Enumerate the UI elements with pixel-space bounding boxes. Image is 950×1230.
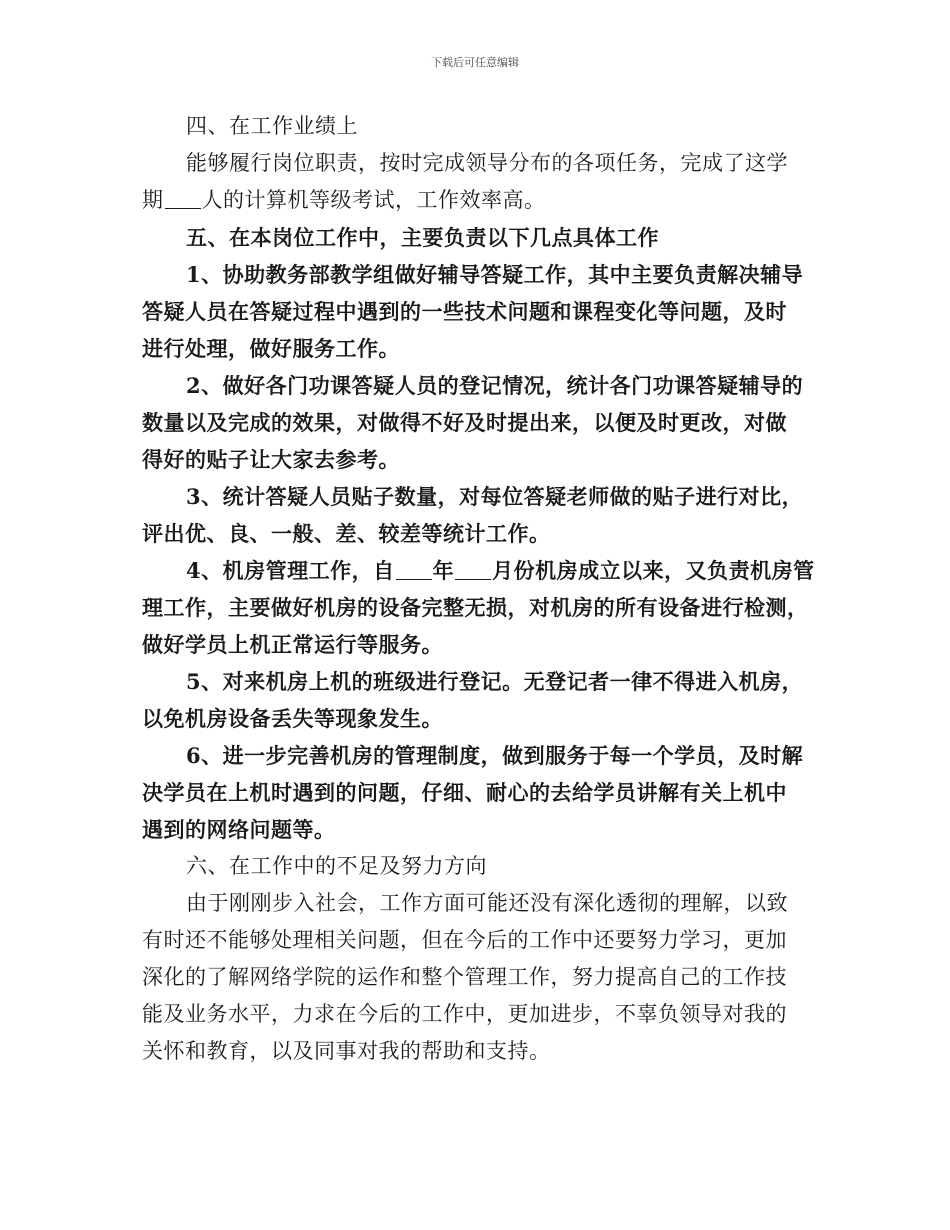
text-fragment: 人的计算机等级考试，工作效率高。 xyxy=(201,188,546,212)
item-5-line: 以免机房设备丢失等现象发生。 xyxy=(142,706,443,731)
item-4-line xyxy=(142,552,815,589)
text-fragment: 年 xyxy=(432,558,455,583)
item-3-line: 3、统计答疑人员贴子数量，对每位答疑老师做的贴子进行对比， xyxy=(186,484,804,509)
item-1-line: 1、协助教务部教学组做好辅导答疑工作，其中主要负责解决辅导 xyxy=(186,262,804,287)
section-6-paragraph-line: 由于刚刚步入社会，工作方面可能还没有深化透彻的理解，以致 xyxy=(186,891,788,915)
item-6-line: 决学员在上机时遇到的问题，仔细、耐心的去给学员讲解有关上机中 xyxy=(142,780,787,805)
text-fragment: 4、机房管理工作，自 xyxy=(186,558,395,583)
fill-in-blank xyxy=(396,561,432,580)
item-2-line: 数量以及完成的效果，对做得不好及时提出来，以便及时更改，对做 xyxy=(142,410,787,435)
document-body xyxy=(142,108,815,1070)
section-5-title: 五、在本岗位工作中，主要负责以下几点具体工作 xyxy=(186,225,659,250)
item-4-line: 做好学员上机正常运行等服务。 xyxy=(142,632,443,657)
item-2-line: 2、做好各门功课答疑人员的登记情况，统计各门功课答疑辅导的 xyxy=(186,373,804,398)
item-1-line: 进行处理，做好服务工作。 xyxy=(142,336,400,361)
section-6-paragraph-line: 关怀和教育，以及同事对我的帮助和支持。 xyxy=(142,1039,551,1063)
text-fragment: 期 xyxy=(142,188,164,212)
item-6-line: 遇到的网络问题等。 xyxy=(142,817,336,842)
text-fragment: 月份机房成立以来，又负责机房管 xyxy=(492,558,815,583)
section-4-paragraph-line: 能够履行岗位职责，按时完成领导分布的各项任务，完成了这学 xyxy=(186,151,788,175)
section-4-title: 四、在工作业绩上 xyxy=(186,114,358,138)
page-header: 下载后可任意编辑 xyxy=(431,56,519,69)
fill-in-blank xyxy=(455,561,491,580)
item-6-line: 6、进一步完善机房的管理制度，做到服务于每一个学员，及时解 xyxy=(186,743,804,768)
item-4-line: 理工作，主要做好机房的设备完整无损，对机房的所有设备进行检测， xyxy=(142,595,809,620)
item-1-line: 答疑人员在答疑过程中遇到的一些技术问题和课程变化等问题，及时 xyxy=(142,299,787,324)
section-4-paragraph-line xyxy=(142,182,810,219)
fill-in-blank xyxy=(165,190,201,209)
item-2-line: 得好的贴子让大家去参考。 xyxy=(142,447,400,472)
section-6-title: 六、在工作中的不足及努力方向 xyxy=(186,854,487,878)
section-6-paragraph-line: 有时还不能够处理相关问题，但在今后的工作中还要努力学习，更加 xyxy=(142,928,787,952)
item-3-line: 评出优、良、一般、差、较差等统计工作。 xyxy=(142,521,551,546)
item-5-line: 5、对来机房上机的班级进行登记。无登记者一律不得进入机房， xyxy=(186,669,804,694)
section-6-paragraph-line: 深化的了解网络学院的运作和整个管理工作，努力提高自己的工作技 xyxy=(142,965,787,989)
section-6-paragraph-line: 能及业务水平，力求在今后的工作中，更加进步，不辜负领导对我的 xyxy=(142,1002,787,1026)
